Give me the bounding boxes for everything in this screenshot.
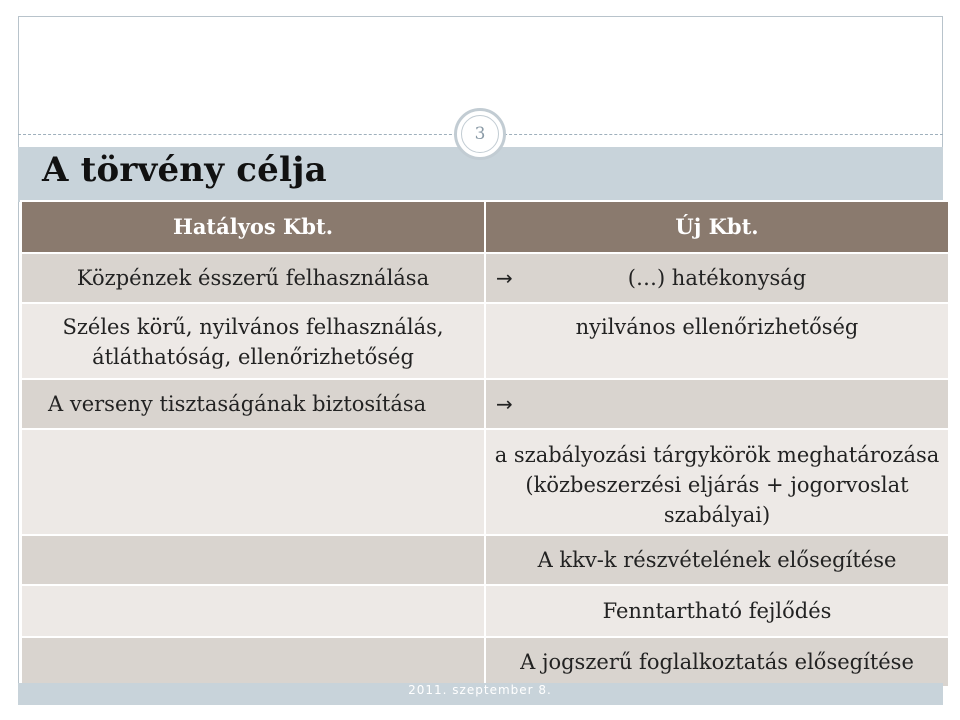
header-current-kbt: Hatályos Kbt. — [21, 201, 485, 253]
table-row — [21, 535, 949, 585]
table-cell-left — [21, 585, 485, 637]
table-cell-right: A kkv-k részvételének elősegítése — [485, 535, 949, 585]
table-cell-left — [21, 535, 485, 585]
table-cell-right: → (…) hatékonyság — [485, 253, 949, 303]
table-header-row — [21, 201, 949, 253]
table-cell-right: nyilvános ellenőrizhetőség — [485, 303, 949, 379]
table-row — [21, 429, 949, 535]
table-cell-left: Széles körű, nyilvános felhasználás, átláthatóság, ellenőrizhetőség — [21, 303, 485, 379]
page-title: A törvény célja — [42, 150, 327, 190]
table-cell-right — [485, 379, 949, 429]
table-row — [21, 253, 949, 303]
arrow-right-icon: → — [496, 266, 513, 290]
slide-number: 3 — [474, 124, 486, 144]
footer-date: 2011. szeptember 8. — [408, 683, 552, 697]
table-row — [21, 303, 949, 379]
comparison-table — [20, 200, 950, 688]
table-cell-right: Fenntartható fejlődés — [485, 585, 949, 637]
table-cell-right: A jogszerű foglalkoztatás elősegítése — [485, 637, 949, 687]
table-row — [21, 585, 949, 637]
table-row — [21, 637, 949, 687]
table-cell-left — [21, 637, 485, 687]
table-cell-left — [21, 429, 485, 535]
table-cell-left: Közpénzek ésszerű felhasználása — [21, 253, 485, 303]
table-row — [21, 379, 949, 429]
slide-number-badge — [454, 108, 506, 160]
arrow-right-icon: → — [496, 392, 513, 416]
table-cell-left: A verseny tisztaságának biztosítása — [21, 379, 485, 429]
header-new-kbt: Új Kbt. — [485, 201, 949, 253]
table-cell-right: a szabályozási tárgykörök meghatározása (közbeszerzési eljárás + jogorvoslat szabályai) — [485, 429, 949, 535]
